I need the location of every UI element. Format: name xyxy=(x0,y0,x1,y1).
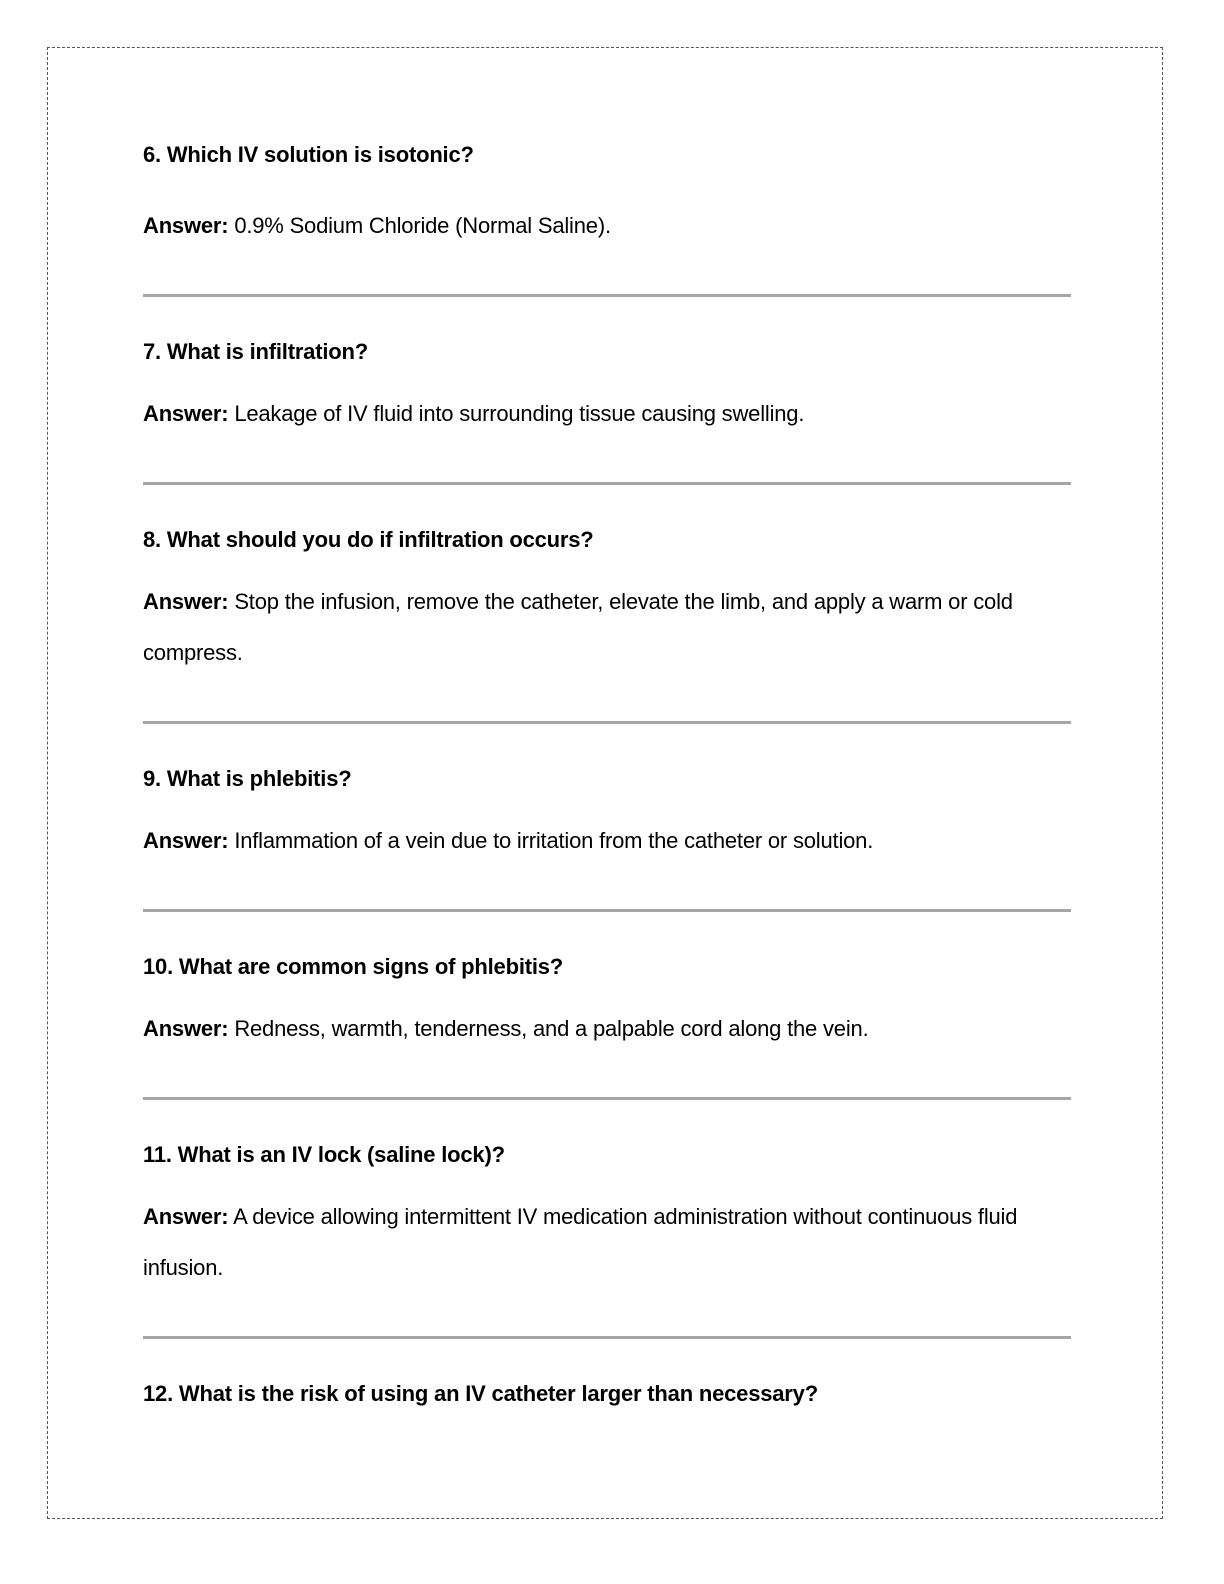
answer-body: Inflammation of a vein due to irritation from the catheter or solution. xyxy=(228,828,874,853)
qa-item xyxy=(143,297,1071,482)
qa-item xyxy=(143,1339,1071,1409)
qa-item xyxy=(143,724,1071,909)
question-text: 9. What is phlebitis? xyxy=(143,766,352,791)
answer-label: Answer: xyxy=(143,213,229,238)
qa-document xyxy=(143,140,1071,1409)
answer-label: Answer: xyxy=(143,1204,229,1229)
question-text: 12. What is the risk of using an IV catheter larger than necessary? xyxy=(143,1381,818,1406)
answer-label: Answer: xyxy=(143,1016,229,1041)
question-text: 8. What should you do if infiltration occurs? xyxy=(143,527,594,552)
answer-label: Answer: xyxy=(143,589,229,614)
question-text: 7. What is infiltration? xyxy=(143,339,368,364)
answer-body: 0.9% Sodium Chloride (Normal Saline). xyxy=(228,213,611,238)
answer-body: A device allowing intermittent IV medication administration without continuous fluid infusion. xyxy=(143,1204,1018,1280)
answer-text xyxy=(143,200,1071,251)
qa-item xyxy=(143,485,1071,721)
qa-item xyxy=(143,1100,1071,1336)
answer-text xyxy=(143,388,1071,439)
answer-text xyxy=(143,576,1071,678)
question-text: 11. What is an IV lock (saline lock)? xyxy=(143,1142,505,1167)
answer-body: Redness, warmth, tenderness, and a palpable cord along the vein. xyxy=(228,1016,869,1041)
answer-text xyxy=(143,1191,1071,1293)
qa-item xyxy=(143,140,1071,294)
answer-label: Answer: xyxy=(143,828,229,853)
answer-label: Answer: xyxy=(143,401,229,426)
qa-item xyxy=(143,912,1071,1097)
question-text: 10. What are common signs of phlebitis? xyxy=(143,954,564,979)
question-text: 6. Which IV solution is isotonic? xyxy=(143,142,474,167)
answer-text xyxy=(143,815,1071,866)
answer-body: Leakage of IV fluid into surrounding tissue causing swelling. xyxy=(228,401,805,426)
answer-text xyxy=(143,1003,1071,1054)
answer-body: Stop the infusion, remove the catheter, elevate the limb, and apply a warm or cold compress. xyxy=(143,589,1013,665)
